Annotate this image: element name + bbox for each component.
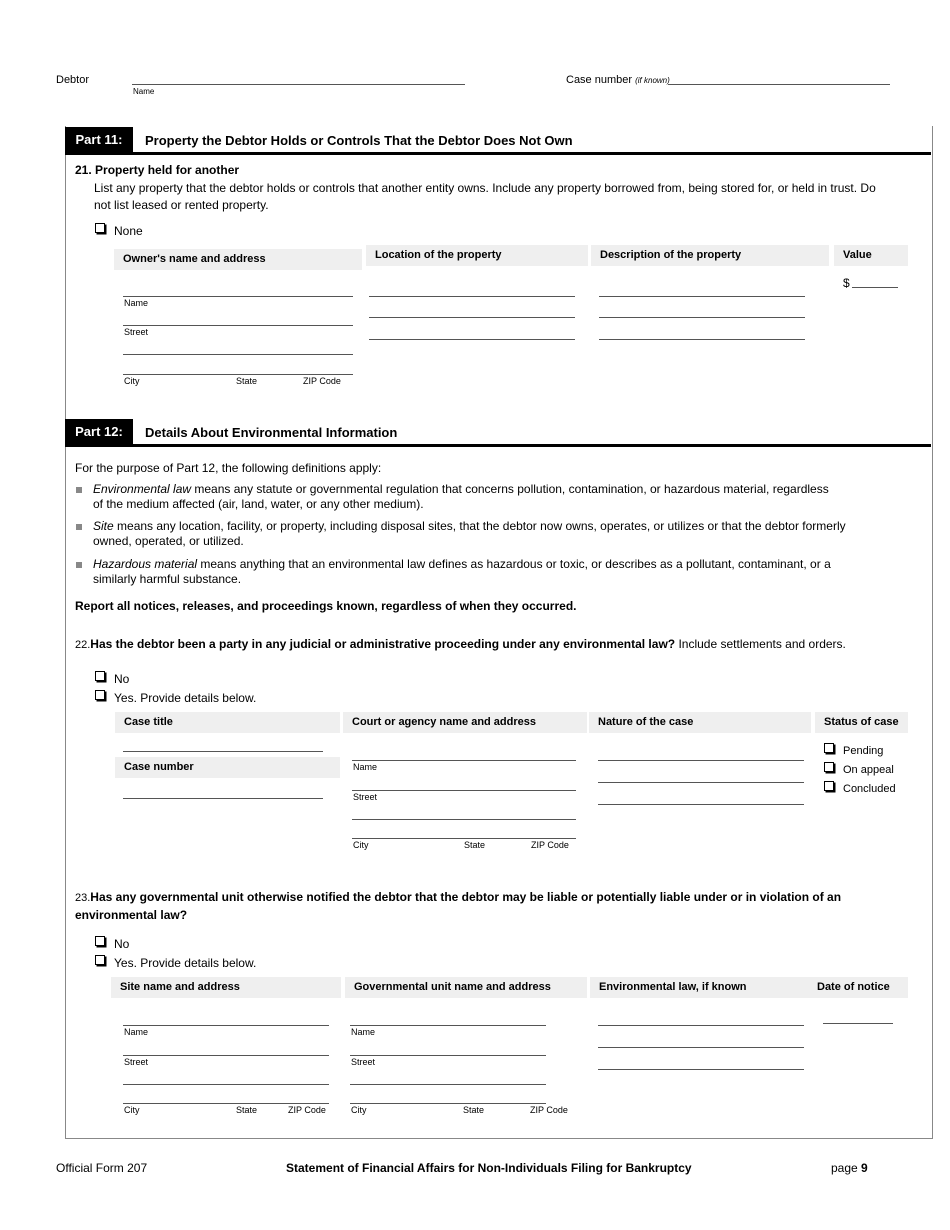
q23-govt-name-label: Name xyxy=(351,1027,376,1037)
q22-status-concluded-label: Concluded xyxy=(843,783,896,795)
q23-site-street-line[interactable] xyxy=(123,1055,329,1056)
def-bullet-1 xyxy=(76,487,82,493)
q23-env-law-line-1[interactable] xyxy=(598,1025,804,1026)
q21-state-label: State xyxy=(236,376,258,386)
def-bullet-3 xyxy=(76,562,82,568)
q21-col-location: Location of the property xyxy=(366,245,588,266)
q22-status-concluded-checkbox[interactable] xyxy=(824,781,834,791)
q22-court-city-line[interactable] xyxy=(352,838,576,839)
q23-env-law-line-3[interactable] xyxy=(598,1069,804,1070)
q22-status-pending-label: Pending xyxy=(843,745,884,757)
q21-street-label: Street xyxy=(124,327,149,337)
q21-title: 21. Property held for another xyxy=(75,163,240,177)
q21-name-label: Name xyxy=(124,298,149,308)
part11-header xyxy=(65,127,931,155)
q23-site-state-label: State xyxy=(236,1105,258,1115)
q21-description-line-1[interactable] xyxy=(599,296,805,297)
q22-street-label: Street xyxy=(353,792,378,802)
q23-date-line[interactable] xyxy=(823,1023,893,1024)
q23-govt-street-label: Street xyxy=(351,1057,376,1067)
q22-city-label: City xyxy=(353,840,369,850)
q23-site-name-label: Name xyxy=(124,1027,149,1037)
q23-site-city-label: City xyxy=(124,1105,140,1115)
q23-col-date: Date of notice xyxy=(808,977,908,998)
q22-question: 22.Has the debtor been a party in any judicial or administrative proceeding under any environmental law? Include settlements and orders. xyxy=(75,637,846,651)
q21-zip-label: ZIP Code xyxy=(303,376,341,386)
q22-status-pending-checkbox[interactable] xyxy=(824,743,834,753)
q23-no-label: No xyxy=(114,937,130,951)
q21-city-label: City xyxy=(124,376,140,386)
q22-nature-line-2[interactable] xyxy=(598,782,804,783)
def-hazardous-material: Hazardous material means anything that an environmental law defines as hazardous or toxic, or describes as a pollutant, contaminant, or a similarly harmful substance. xyxy=(93,557,831,586)
q21-location-line-3[interactable] xyxy=(369,339,575,340)
q23-site-name-line[interactable] xyxy=(123,1025,329,1026)
q21-owner-street-line[interactable] xyxy=(123,325,353,326)
q22-case-title-line[interactable] xyxy=(123,751,323,752)
part12-tag: Part 12: xyxy=(65,419,133,444)
q22-case-number-line[interactable] xyxy=(123,798,323,799)
q23-govt-name-line[interactable] xyxy=(350,1025,546,1026)
footer-title: Statement of Financial Affairs for Non-Individuals Filing for Bankruptcy xyxy=(286,1161,692,1175)
q23-site-zip-label: ZIP Code xyxy=(288,1105,326,1115)
part12-title: Details About Environmental Information xyxy=(145,425,398,440)
q21-none-label: None xyxy=(114,224,143,238)
q22-col-case-title: Case title xyxy=(115,712,340,733)
case-number-line[interactable] xyxy=(668,84,890,85)
part12-header xyxy=(65,419,931,447)
q22-court-street2-line[interactable] xyxy=(352,819,576,820)
q22-nature-line-3[interactable] xyxy=(598,804,804,805)
q23-site-city-line[interactable] xyxy=(123,1103,329,1104)
q22-no-checkbox[interactable] xyxy=(95,671,105,681)
q22-zip-label: ZIP Code xyxy=(531,840,569,850)
q21-owner-city-line[interactable] xyxy=(123,374,353,375)
q22-state-label: State xyxy=(464,840,486,850)
q23-no-checkbox[interactable] xyxy=(95,936,105,946)
q21-owner-name-line[interactable] xyxy=(123,296,353,297)
part11-title: Property the Debtor Holds or Controls That the Debtor Does Not Own xyxy=(145,133,573,148)
q23-col-site: Site name and address xyxy=(111,977,341,998)
def-site: Site means any location, facility, or property, including disposal sites, that the debtor now owns, operates, or utilizes or that the debtor formerly owned, operated, or utilized. xyxy=(93,519,846,548)
q23-govt-zip-label: ZIP Code xyxy=(530,1105,568,1115)
q23-yes-checkbox[interactable] xyxy=(95,955,105,965)
q22-name-label: Name xyxy=(353,762,378,772)
q22-col-status: Status of case xyxy=(815,712,908,733)
q22-col-court: Court or agency name and address xyxy=(343,712,587,733)
q22-court-name-line[interactable] xyxy=(352,760,576,761)
q21-col-value: Value xyxy=(834,245,908,266)
q22-case-number-header: Case number xyxy=(115,757,340,778)
footer-page: page 9 xyxy=(831,1161,868,1175)
q23-col-govt-unit: Governmental unit name and address xyxy=(345,977,587,998)
q23-yes-label: Yes. Provide details below. xyxy=(114,956,257,970)
q23-govt-street2-line[interactable] xyxy=(350,1084,546,1085)
q22-nature-line-1[interactable] xyxy=(598,760,804,761)
q21-value-line[interactable] xyxy=(852,287,898,288)
q22-court-street-line[interactable] xyxy=(352,790,576,791)
report-note: Report all notices, releases, and proceedings known, regardless of when they occurred. xyxy=(75,599,577,613)
q21-text: List any property that the debtor holds or controls that another entity owns. Include any property borrowed from, being stored for, or held in trust. Do not list leased or rented property. xyxy=(94,181,876,212)
case-number-label: Case number (if known) xyxy=(566,74,670,86)
q23-env-law-line-2[interactable] xyxy=(598,1047,804,1048)
q22-col-nature: Nature of the case xyxy=(589,712,811,733)
q21-dollar-sign: $ xyxy=(843,276,850,290)
q23-col-env-law: Environmental law, if known xyxy=(590,977,811,998)
q21-description-line-2[interactable] xyxy=(599,317,805,318)
debtor-label: Debtor xyxy=(56,74,90,86)
q23-govt-street-line[interactable] xyxy=(350,1055,546,1056)
q23-govt-city-line[interactable] xyxy=(350,1103,546,1104)
q22-yes-label: Yes. Provide details below. xyxy=(114,691,257,705)
debtor-name-sublabel: Name xyxy=(133,87,155,96)
q21-description-line-3[interactable] xyxy=(599,339,805,340)
q21-col-owner: Owner's name and address xyxy=(114,249,362,270)
def-bullet-2 xyxy=(76,524,82,530)
q23-site-street-label: Street xyxy=(124,1057,149,1067)
def-environmental-law: Environmental law means any statute or governmental regulation that concerns pollution, contamination, or hazardous material, regardless of the medium affected (air, land, water, or any other medium). xyxy=(93,482,829,511)
q22-no-label: No xyxy=(114,672,130,686)
q21-owner-street2-line[interactable] xyxy=(123,354,353,355)
q21-location-line-1[interactable] xyxy=(369,296,575,297)
q22-yes-checkbox[interactable] xyxy=(95,690,105,700)
q23-question: 23.Has any governmental unit otherwise notified the debtor that the debtor may be liable or potentially liable under or in violation of an environmental law? xyxy=(75,890,842,922)
q23-govt-state-label: State xyxy=(463,1105,485,1115)
q21-col-description: Description of the property xyxy=(591,245,829,266)
part11-tag: Part 11: xyxy=(65,127,133,152)
debtor-name-line[interactable] xyxy=(132,84,465,85)
q21-none-checkbox[interactable] xyxy=(95,223,105,233)
q22-status-appeal-label: On appeal xyxy=(843,764,894,776)
q23-site-street2-line[interactable] xyxy=(123,1084,329,1085)
part12-intro: For the purpose of Part 12, the following definitions apply: xyxy=(75,461,382,475)
q21-location-line-2[interactable] xyxy=(369,317,575,318)
q22-status-appeal-checkbox[interactable] xyxy=(824,762,834,772)
q23-govt-city-label: City xyxy=(351,1105,367,1115)
footer-form-number: Official Form 207 xyxy=(56,1161,148,1175)
